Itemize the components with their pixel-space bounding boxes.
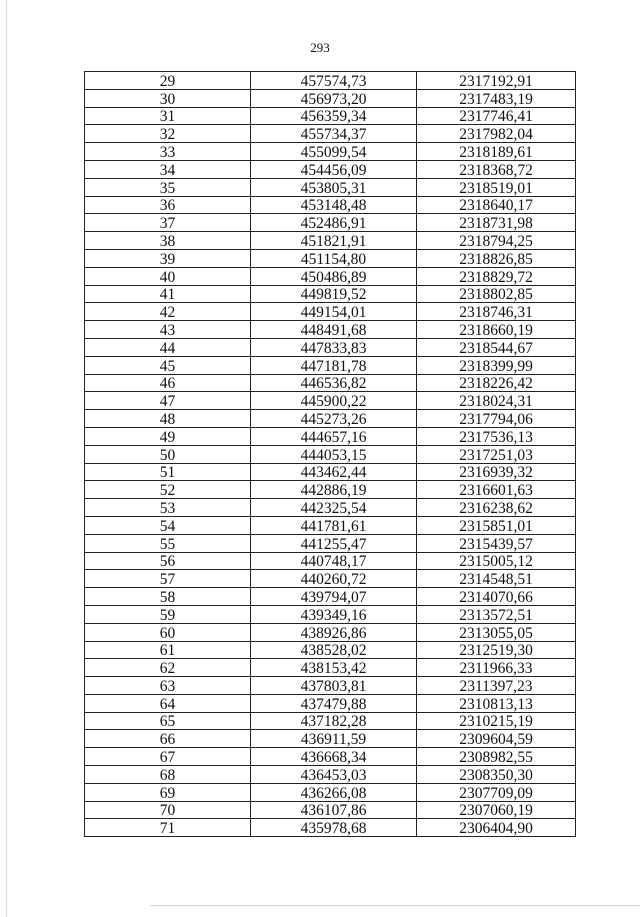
table-row xyxy=(85,588,576,606)
table-row xyxy=(85,214,576,232)
table-row xyxy=(85,143,576,161)
table-row xyxy=(85,249,576,267)
x-coordinate-cell: 436453,03 xyxy=(251,766,417,784)
y-coordinate-cell: 2318640,17 xyxy=(417,196,576,214)
x-coordinate-cell: 452486,91 xyxy=(251,214,417,232)
table-row xyxy=(85,410,576,428)
table-row xyxy=(85,427,576,445)
x-coordinate-cell: 455099,54 xyxy=(251,143,417,161)
table-row xyxy=(85,285,576,303)
x-coordinate-cell: 439349,16 xyxy=(251,605,417,623)
point-number-cell: 40 xyxy=(85,267,251,285)
point-number-cell: 32 xyxy=(85,125,251,143)
point-number-cell: 63 xyxy=(85,677,251,695)
point-number-cell: 66 xyxy=(85,730,251,748)
point-number-cell: 61 xyxy=(85,641,251,659)
x-coordinate-cell: 437479,88 xyxy=(251,694,417,712)
table-row xyxy=(85,89,576,107)
x-coordinate-cell: 447181,78 xyxy=(251,356,417,374)
table-row xyxy=(85,694,576,712)
x-coordinate-cell: 444053,15 xyxy=(251,445,417,463)
x-coordinate-cell: 437803,81 xyxy=(251,677,417,695)
point-number-cell: 46 xyxy=(85,374,251,392)
y-coordinate-cell: 2312519,30 xyxy=(417,641,576,659)
table-row xyxy=(85,730,576,748)
point-number-cell: 59 xyxy=(85,605,251,623)
x-coordinate-cell: 453805,31 xyxy=(251,178,417,196)
x-coordinate-cell: 447833,83 xyxy=(251,338,417,356)
point-number-cell: 56 xyxy=(85,552,251,570)
table-row xyxy=(85,659,576,677)
point-number-cell: 65 xyxy=(85,712,251,730)
point-number-cell: 70 xyxy=(85,801,251,819)
table-row xyxy=(85,481,576,499)
point-number-cell: 47 xyxy=(85,392,251,410)
x-coordinate-cell: 454456,09 xyxy=(251,160,417,178)
y-coordinate-cell: 2315439,57 xyxy=(417,534,576,552)
y-coordinate-cell: 2317192,91 xyxy=(417,72,576,90)
y-coordinate-cell: 2308350,30 xyxy=(417,766,576,784)
x-coordinate-cell: 455734,37 xyxy=(251,125,417,143)
x-coordinate-cell: 449154,01 xyxy=(251,303,417,321)
table-row xyxy=(85,125,576,143)
y-coordinate-cell: 2309604,59 xyxy=(417,730,576,748)
table-row xyxy=(85,338,576,356)
x-coordinate-cell: 443462,44 xyxy=(251,463,417,481)
point-number-cell: 54 xyxy=(85,516,251,534)
table-row xyxy=(85,107,576,125)
y-coordinate-cell: 2318024,31 xyxy=(417,392,576,410)
y-coordinate-cell: 2314548,51 xyxy=(417,570,576,588)
x-coordinate-cell: 438528,02 xyxy=(251,641,417,659)
x-coordinate-cell: 436107,86 xyxy=(251,801,417,819)
point-number-cell: 42 xyxy=(85,303,251,321)
point-number-cell: 36 xyxy=(85,196,251,214)
point-number-cell: 69 xyxy=(85,783,251,801)
point-number-cell: 35 xyxy=(85,178,251,196)
y-coordinate-cell: 2317483,19 xyxy=(417,89,576,107)
table-row xyxy=(85,748,576,766)
point-number-cell: 45 xyxy=(85,356,251,374)
x-coordinate-cell: 450486,89 xyxy=(251,267,417,285)
y-coordinate-cell: 2308982,55 xyxy=(417,748,576,766)
point-number-cell: 58 xyxy=(85,588,251,606)
y-coordinate-cell: 2318399,99 xyxy=(417,356,576,374)
point-number-cell: 39 xyxy=(85,249,251,267)
point-number-cell: 55 xyxy=(85,534,251,552)
y-coordinate-cell: 2317251,03 xyxy=(417,445,576,463)
point-number-cell: 51 xyxy=(85,463,251,481)
point-number-cell: 33 xyxy=(85,143,251,161)
table-row xyxy=(85,783,576,801)
x-coordinate-cell: 439794,07 xyxy=(251,588,417,606)
table-row xyxy=(85,819,576,837)
x-coordinate-cell: 441781,61 xyxy=(251,516,417,534)
table-row xyxy=(85,392,576,410)
table-row xyxy=(85,178,576,196)
x-coordinate-cell: 444657,16 xyxy=(251,427,417,445)
y-coordinate-cell: 2310215,19 xyxy=(417,712,576,730)
x-coordinate-cell: 457574,73 xyxy=(251,72,417,90)
x-coordinate-cell: 440748,17 xyxy=(251,552,417,570)
y-coordinate-cell: 2318226,42 xyxy=(417,374,576,392)
point-number-cell: 48 xyxy=(85,410,251,428)
x-coordinate-cell: 448491,68 xyxy=(251,321,417,339)
point-number-cell: 49 xyxy=(85,427,251,445)
point-number-cell: 64 xyxy=(85,694,251,712)
table-row xyxy=(85,356,576,374)
point-number-cell: 50 xyxy=(85,445,251,463)
table-row xyxy=(85,303,576,321)
y-coordinate-cell: 2310813,13 xyxy=(417,694,576,712)
table-row xyxy=(85,766,576,784)
y-coordinate-cell: 2318802,85 xyxy=(417,285,576,303)
y-coordinate-cell: 2318731,98 xyxy=(417,214,576,232)
table-row xyxy=(85,196,576,214)
table-row xyxy=(85,801,576,819)
y-coordinate-cell: 2307060,19 xyxy=(417,801,576,819)
x-coordinate-cell: 435978,68 xyxy=(251,819,417,837)
table-row xyxy=(85,677,576,695)
x-coordinate-cell: 436266,08 xyxy=(251,783,417,801)
point-number-cell: 31 xyxy=(85,107,251,125)
table-row xyxy=(85,160,576,178)
table-row xyxy=(85,445,576,463)
y-coordinate-cell: 2307709,09 xyxy=(417,783,576,801)
table-row xyxy=(85,605,576,623)
table-row xyxy=(85,72,576,90)
y-coordinate-cell: 2306404,90 xyxy=(417,819,576,837)
table-body xyxy=(85,72,576,837)
y-coordinate-cell: 2318826,85 xyxy=(417,249,576,267)
x-coordinate-cell: 438926,86 xyxy=(251,623,417,641)
y-coordinate-cell: 2318660,19 xyxy=(417,321,576,339)
point-number-cell: 38 xyxy=(85,232,251,250)
table-row xyxy=(85,374,576,392)
x-coordinate-cell: 453148,48 xyxy=(251,196,417,214)
page-number: 293 xyxy=(310,40,330,55)
y-coordinate-cell: 2317982,04 xyxy=(417,125,576,143)
x-coordinate-cell: 441255,47 xyxy=(251,534,417,552)
x-coordinate-cell: 451154,80 xyxy=(251,249,417,267)
y-coordinate-cell: 2318746,31 xyxy=(417,303,576,321)
y-coordinate-cell: 2318368,72 xyxy=(417,160,576,178)
x-coordinate-cell: 445900,22 xyxy=(251,392,417,410)
y-coordinate-cell: 2314070,66 xyxy=(417,588,576,606)
y-coordinate-cell: 2311397,23 xyxy=(417,677,576,695)
x-coordinate-cell: 446536,82 xyxy=(251,374,417,392)
point-number-cell: 34 xyxy=(85,160,251,178)
table-row xyxy=(85,570,576,588)
table-row xyxy=(85,463,576,481)
scan-edge-left xyxy=(6,0,7,917)
table-row xyxy=(85,712,576,730)
table-row xyxy=(85,534,576,552)
y-coordinate-cell: 2317536,13 xyxy=(417,427,576,445)
table-row xyxy=(85,232,576,250)
point-number-cell: 41 xyxy=(85,285,251,303)
point-number-cell: 37 xyxy=(85,214,251,232)
point-number-cell: 68 xyxy=(85,766,251,784)
x-coordinate-cell: 442886,19 xyxy=(251,481,417,499)
x-coordinate-cell: 438153,42 xyxy=(251,659,417,677)
x-coordinate-cell: 436911,59 xyxy=(251,730,417,748)
point-number-cell: 43 xyxy=(85,321,251,339)
y-coordinate-cell: 2318519,01 xyxy=(417,178,576,196)
y-coordinate-cell: 2315005,12 xyxy=(417,552,576,570)
y-coordinate-cell: 2318794,25 xyxy=(417,232,576,250)
point-number-cell: 71 xyxy=(85,819,251,837)
table-row xyxy=(85,623,576,641)
y-coordinate-cell: 2316939,32 xyxy=(417,463,576,481)
point-number-cell: 44 xyxy=(85,338,251,356)
y-coordinate-cell: 2315851,01 xyxy=(417,516,576,534)
y-coordinate-cell: 2318189,61 xyxy=(417,143,576,161)
y-coordinate-cell: 2317794,06 xyxy=(417,410,576,428)
point-number-cell: 62 xyxy=(85,659,251,677)
point-number-cell: 29 xyxy=(85,72,251,90)
x-coordinate-cell: 449819,52 xyxy=(251,285,417,303)
x-coordinate-cell: 445273,26 xyxy=(251,410,417,428)
y-coordinate-cell: 2316601,63 xyxy=(417,481,576,499)
point-number-cell: 57 xyxy=(85,570,251,588)
y-coordinate-cell: 2313572,51 xyxy=(417,605,576,623)
point-number-cell: 60 xyxy=(85,623,251,641)
coordinates-table xyxy=(84,71,576,837)
point-number-cell: 30 xyxy=(85,89,251,107)
table-row xyxy=(85,499,576,517)
x-coordinate-cell: 440260,72 xyxy=(251,570,417,588)
x-coordinate-cell: 456973,20 xyxy=(251,89,417,107)
x-coordinate-cell: 451821,91 xyxy=(251,232,417,250)
table-row xyxy=(85,641,576,659)
point-number-cell: 53 xyxy=(85,499,251,517)
y-coordinate-cell: 2318829,72 xyxy=(417,267,576,285)
point-number-cell: 52 xyxy=(85,481,251,499)
x-coordinate-cell: 436668,34 xyxy=(251,748,417,766)
y-coordinate-cell: 2313055,05 xyxy=(417,623,576,641)
y-coordinate-cell: 2318544,67 xyxy=(417,338,576,356)
y-coordinate-cell: 2317746,41 xyxy=(417,107,576,125)
scan-edge-bottom xyxy=(150,905,640,906)
y-coordinate-cell: 2311966,33 xyxy=(417,659,576,677)
x-coordinate-cell: 456359,34 xyxy=(251,107,417,125)
table-row xyxy=(85,552,576,570)
x-coordinate-cell: 437182,28 xyxy=(251,712,417,730)
y-coordinate-cell: 2316238,62 xyxy=(417,499,576,517)
point-number-cell: 67 xyxy=(85,748,251,766)
x-coordinate-cell: 442325,54 xyxy=(251,499,417,517)
table-row xyxy=(85,267,576,285)
table-row xyxy=(85,516,576,534)
table-row xyxy=(85,321,576,339)
